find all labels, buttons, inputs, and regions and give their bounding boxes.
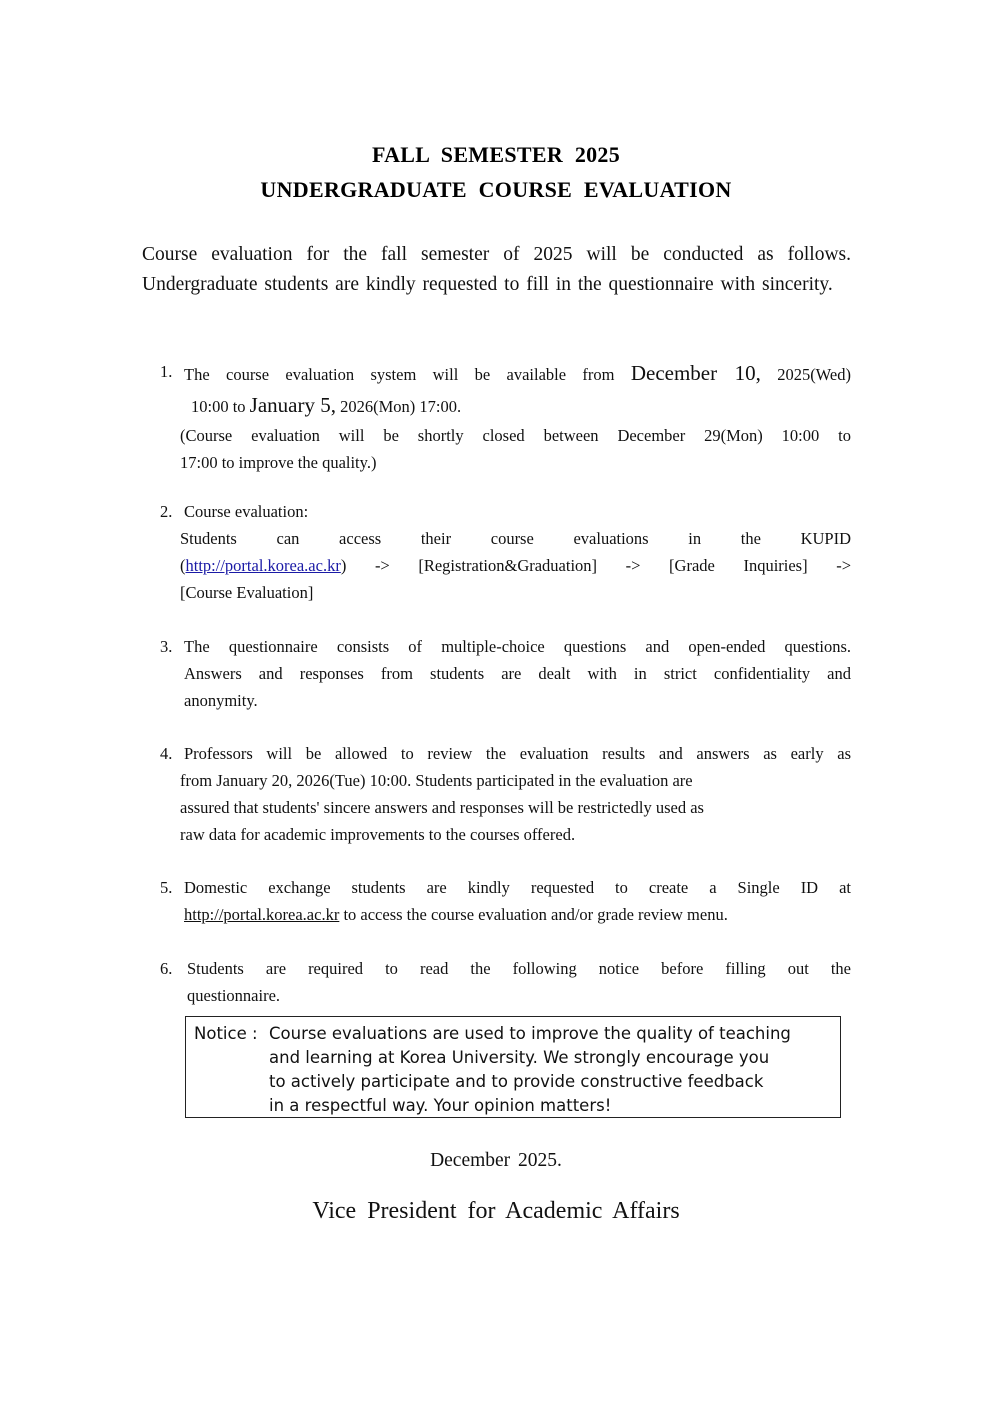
paren-close: ) bbox=[340, 556, 347, 575]
item-number: 6. bbox=[160, 959, 173, 978]
item-2-line-2 bbox=[160, 552, 851, 579]
item-5-line-1: Domestic exchange students are kindly requested to create a Single ID at bbox=[184, 878, 851, 897]
item-4-line-1: Professors will be allowed to review the evaluation results and answers as early as bbox=[184, 744, 851, 763]
list-item-4 bbox=[160, 740, 851, 848]
date-text: December 10, bbox=[630, 361, 761, 385]
item-1-note-line-2: 17:00 to improve the quality.) bbox=[180, 453, 377, 472]
navigation-path: -> [Registration&Graduation] -> [Grade Inquiries] -> bbox=[374, 556, 851, 575]
document-title-line1 bbox=[0, 142, 992, 168]
notice-line: and learning at Korea University. We strongly encourage you bbox=[269, 1048, 770, 1067]
notice-line: Course evaluations are used to improve the quality of teaching bbox=[269, 1024, 791, 1043]
document-title-line2 bbox=[0, 177, 992, 203]
notice-box bbox=[185, 1016, 841, 1118]
single-id-portal-link[interactable]: http://portal.korea.ac.kr bbox=[184, 905, 340, 924]
item-3-line-3: anonymity. bbox=[184, 691, 258, 710]
item-number: 4. bbox=[160, 744, 173, 763]
item-2-line-1: Students can access their course evaluations in the KUPID bbox=[180, 529, 851, 548]
notice-line: in a respectful way. Your opinion matters! bbox=[269, 1096, 612, 1115]
item-number: 1. bbox=[160, 362, 173, 381]
item-4-line-3: assured that students' sincere answers and responses will be restrictedly used as bbox=[180, 798, 704, 817]
item-1-line-1 bbox=[160, 358, 851, 390]
title-text-1: FALL SEMESTER 2025 bbox=[371, 142, 621, 167]
text: to access the course evaluation and/or grade review menu. bbox=[343, 905, 728, 924]
notice-label: Notice : bbox=[194, 1024, 258, 1043]
item-2-line-3: [Course Evaluation] bbox=[180, 583, 314, 602]
paren-open: ( bbox=[180, 556, 186, 575]
item-6-line-2: questionnaire. bbox=[187, 986, 281, 1005]
list-item-1 bbox=[160, 358, 851, 476]
issue-date: December 2025. bbox=[430, 1150, 562, 1171]
item-number: 2. bbox=[160, 502, 173, 521]
list-item-5 bbox=[160, 874, 851, 928]
intro-paragraph: Course evaluation for the fall semester of 2025 will be conducted as follows. Undergraduate students are kindly requested to fill in the questionnaire with sincerity. bbox=[142, 244, 851, 295]
list-item-2 bbox=[160, 498, 851, 606]
text: 10:00 to bbox=[191, 397, 246, 416]
kupid-portal-link[interactable]: http://portal.korea.ac.kr bbox=[185, 556, 341, 575]
item-1-note-line-1: (Course evaluation will be shortly closed between December 29(Mon) 10:00 to bbox=[180, 426, 851, 445]
notice-line: to actively participate and to provide constructive feedback bbox=[269, 1072, 764, 1091]
item-number: 5. bbox=[160, 878, 173, 897]
title-text-2: UNDERGRADUATE COURSE EVALUATION bbox=[260, 177, 732, 202]
item-number: 3. bbox=[160, 637, 173, 656]
item-5-line-2 bbox=[160, 901, 851, 928]
item-1-line-2 bbox=[160, 390, 851, 422]
item-3-line-2: Answers and responses from students are dealt with in strict confidentiality and bbox=[184, 664, 851, 683]
list-item-6 bbox=[160, 955, 851, 1009]
item-4-line-4: raw data for academic improvements to the courses offered. bbox=[180, 825, 576, 844]
notice-text bbox=[269, 1022, 840, 1118]
text: The course evaluation system will be available from bbox=[184, 365, 615, 384]
date-text: January 5, bbox=[249, 393, 336, 417]
item-3-line-1: The questionnaire consists of multiple-choice questions and open-ended questions. bbox=[184, 637, 851, 656]
list-item-3 bbox=[160, 633, 851, 714]
text: 2026(Mon) 17:00. bbox=[340, 397, 462, 416]
item-2-heading: Course evaluation: bbox=[184, 502, 309, 521]
item-6-line-1: Students are required to read the following notice before filling out the bbox=[187, 959, 851, 978]
paren bbox=[180, 556, 346, 575]
signature: Vice President for Academic Affairs bbox=[312, 1198, 680, 1224]
item-4-line-2: from January 20, 2026(Tue) 10:00. Students participated in the evaluation are bbox=[180, 771, 693, 790]
text: 2025(Wed) bbox=[777, 365, 852, 384]
